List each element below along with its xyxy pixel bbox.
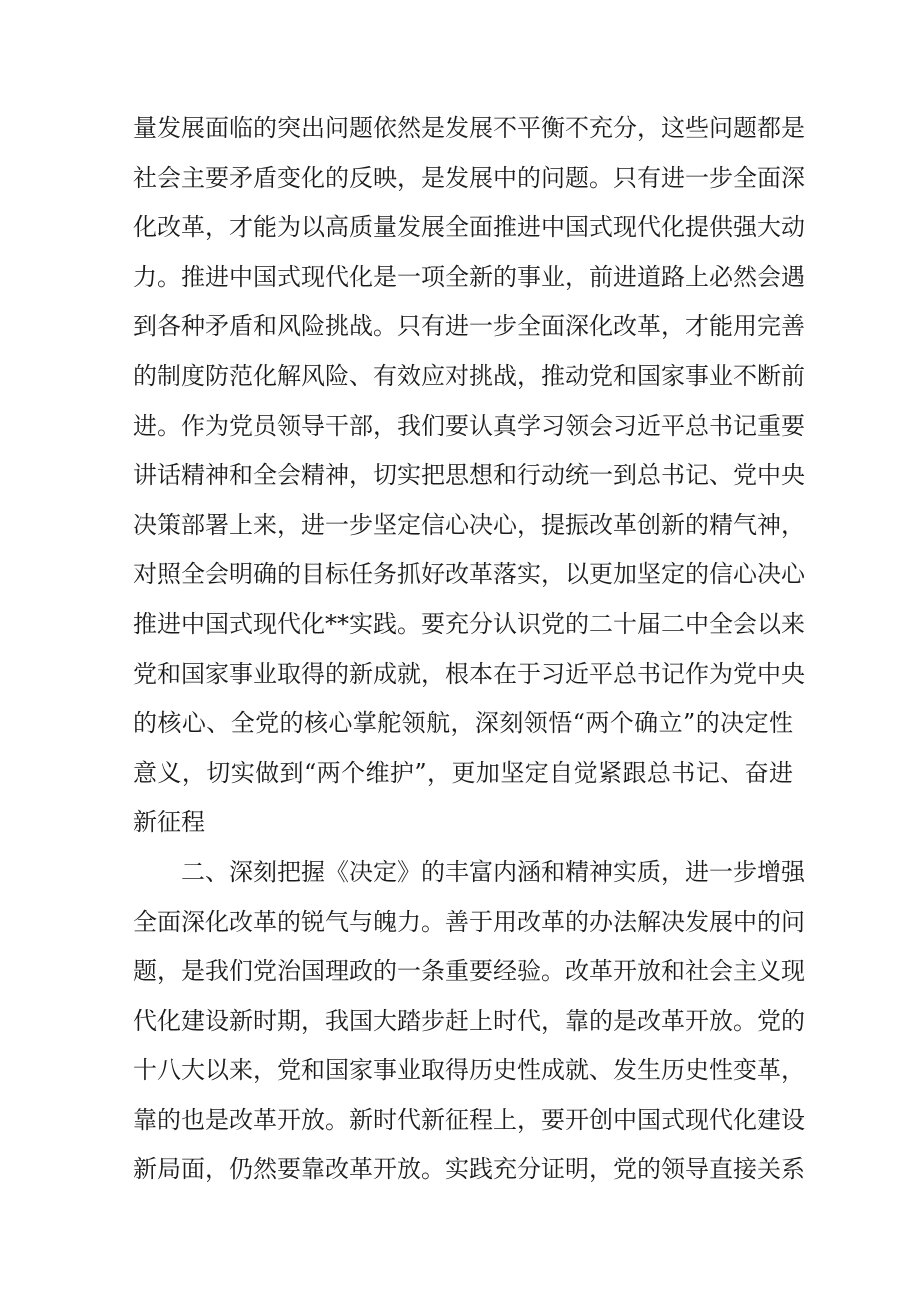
text-line: 十八大以来，党和国家事业取得历史性成就、发生历史性变革， [133,1056,805,1085]
text-line: 新征程 [133,808,205,837]
text-line: 全面深化改革的锐气与魄力。善于用改革的办法解决发展中的问 [133,907,805,936]
section-heading-line: 二、深刻把握《决定》的丰富内涵和精神实质，进一步增强 [133,857,805,886]
text-line: 社会主要矛盾变化的反映，是发展中的问题。只有进一步全面深 [133,163,805,192]
text-line: 的制度防范化解风险、有效应对挑战，推动党和国家事业不断前 [133,361,805,390]
text-line: 党和国家事业取得的新成就，根本在于习近平总书记作为党中央 [133,659,805,688]
text-line: 靠的也是改革开放。新时代新征程上，要开创中国式现代化建设 [133,1105,805,1134]
text-line: 力。推进中国式现代化是一项全新的事业，前进道路上必然会遇 [133,262,805,291]
text-line: 讲话精神和全会精神，切实把思想和行动统一到总书记、党中央 [133,461,805,490]
text-line: 推进中国式现代化**实践。要充分认识党的二十届二中全会以来 [133,609,805,638]
text-line: 题，是我们党治国理政的一条重要经验。改革开放和社会主义现 [133,957,805,986]
text-line: 到各种矛盾和风险挑战。只有进一步全面深化改革，才能用完善 [133,312,805,341]
text-line: 新局面，仍然要靠改革开放。实践充分证明，党的领导直接关系 [133,1155,805,1184]
text-line: 进。作为党员领导干部，我们要认真学习领会习近平总书记重要 [133,411,805,440]
text-line: 意义，切实做到“两个维护”，更加坚定自觉紧跟总书记、奋进 [133,758,793,787]
text-line: 化改革，才能为以高质量发展全面推进中国式现代化提供强大动 [133,213,805,242]
document-body [133,104,805,1195]
text-line: 代化建设新时期，我国大踏步赶上时代，靠的是改革开放。党的 [133,1006,805,1035]
text-line: 的核心、全党的核心掌舵领航，深刻领悟“两个确立”的决定性 [133,709,793,738]
text-line: 决策部署上来，进一步坚定信心决心，提振改革创新的精气神， [133,510,805,539]
text-line: 量发展面临的突出问题依然是发展不平衡不充分，这些问题都是 [133,114,805,142]
text-line: 对照全会明确的目标任务抓好改革落实，以更加坚定的信心决心 [133,560,805,589]
